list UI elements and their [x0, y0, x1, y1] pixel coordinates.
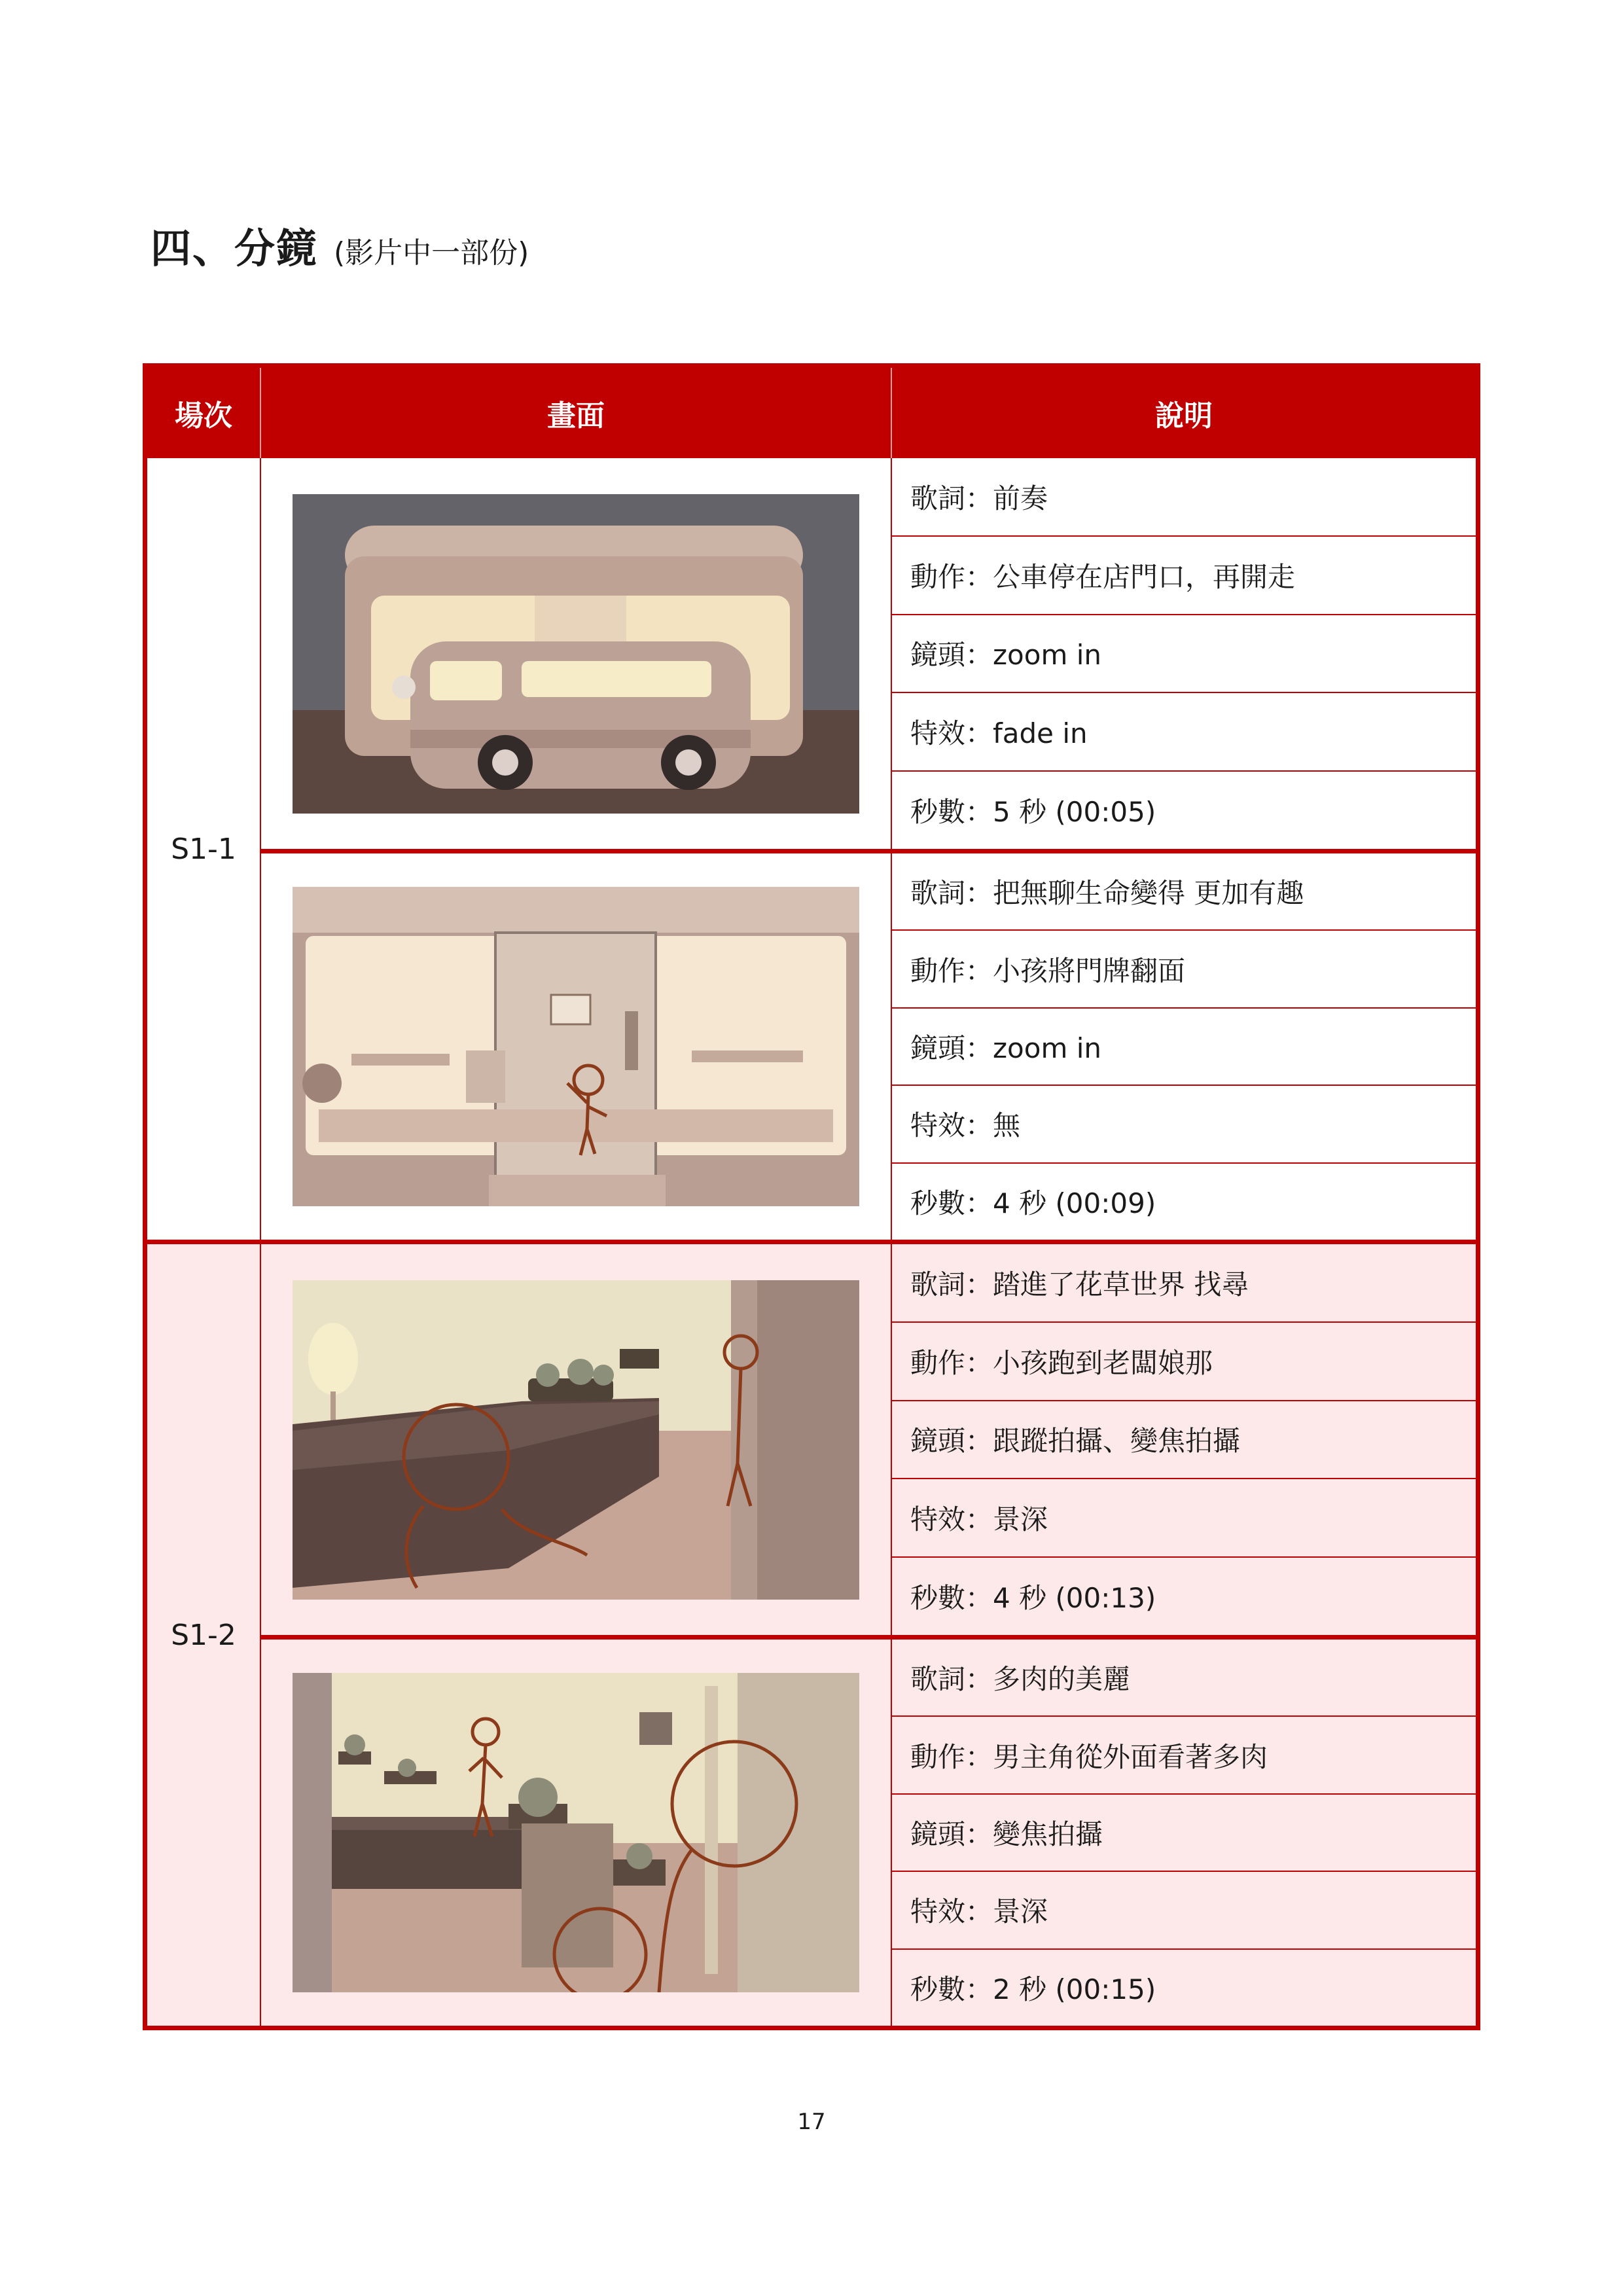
scene-s1-2 [147, 1240, 1476, 2026]
shot-description [892, 1640, 1476, 2026]
scene-s1-1 [147, 458, 1476, 1240]
shot-description [892, 853, 1476, 1240]
desc-effect: 特效：fade in [892, 693, 1476, 772]
desc-camera: 鏡頭：跟蹤拍攝、變焦拍攝 [892, 1401, 1476, 1480]
desc-effect: 特效：景深 [892, 1872, 1476, 1949]
shot-description [892, 458, 1476, 849]
page-number: 17 [797, 2109, 826, 2135]
shot-row [261, 1635, 1476, 2026]
desc-action: 動作：小孩將門牌翻面 [892, 931, 1476, 1008]
scene-id: S1-1 [147, 458, 261, 1240]
storyboard-frame-child-flips-sign [293, 887, 859, 1206]
desc-camera: 鏡頭：zoom in [892, 1009, 1476, 1086]
title-subtitle: (影片中一部份) [334, 236, 529, 270]
desc-action: 動作：男主角從外面看著多肉 [892, 1717, 1476, 1794]
storyboard-frame-child-runs-to-owner [293, 1280, 859, 1600]
desc-effect: 特效：無 [892, 1086, 1476, 1163]
storyboard-frame-bus-at-shop [293, 494, 859, 814]
shot-row [261, 1244, 1476, 1635]
scene-id: S1-2 [147, 1244, 261, 2026]
shot-row [261, 458, 1476, 849]
header-scene: 場次 [147, 368, 261, 458]
desc-duration: 秒數：2 秒 (00:15) [910, 1973, 1156, 2005]
desc-lyrics: 歌詞：多肉的美麗 [892, 1640, 1476, 1717]
shot-row [261, 849, 1476, 1240]
desc-lyrics: 歌詞：把無聊生命變得 更加有趣 [892, 853, 1476, 931]
shot-description [892, 1244, 1476, 1635]
desc-camera: 鏡頭：zoom in [892, 615, 1476, 694]
desc-effect: 特效：景深 [892, 1479, 1476, 1558]
table-header [147, 368, 1476, 458]
header-description: 說明 [1155, 399, 1213, 433]
desc-action: 動作：小孩跑到老闆娘那 [892, 1323, 1476, 1401]
desc-action: 動作：公車停在店門口，再開走 [892, 537, 1476, 615]
desc-lyrics: 歌詞：踏進了花草世界 找尋 [892, 1244, 1476, 1323]
storyboard-frame-protagonist-views-succulents [293, 1673, 859, 1992]
desc-duration: 秒數：4 秒 (00:09) [910, 1187, 1156, 1219]
desc-duration: 秒數：4 秒 (00:13) [910, 1582, 1156, 1615]
page-title [151, 216, 529, 274]
desc-camera: 鏡頭：變焦拍攝 [892, 1795, 1476, 1872]
header-frame: 畫面 [261, 368, 892, 458]
desc-duration: 秒數：5 秒 (00:05) [910, 796, 1156, 829]
desc-lyrics: 歌詞：前奏 [892, 458, 1476, 537]
storyboard-table [143, 363, 1480, 2030]
title-main: 四、分鏡 [151, 224, 319, 272]
